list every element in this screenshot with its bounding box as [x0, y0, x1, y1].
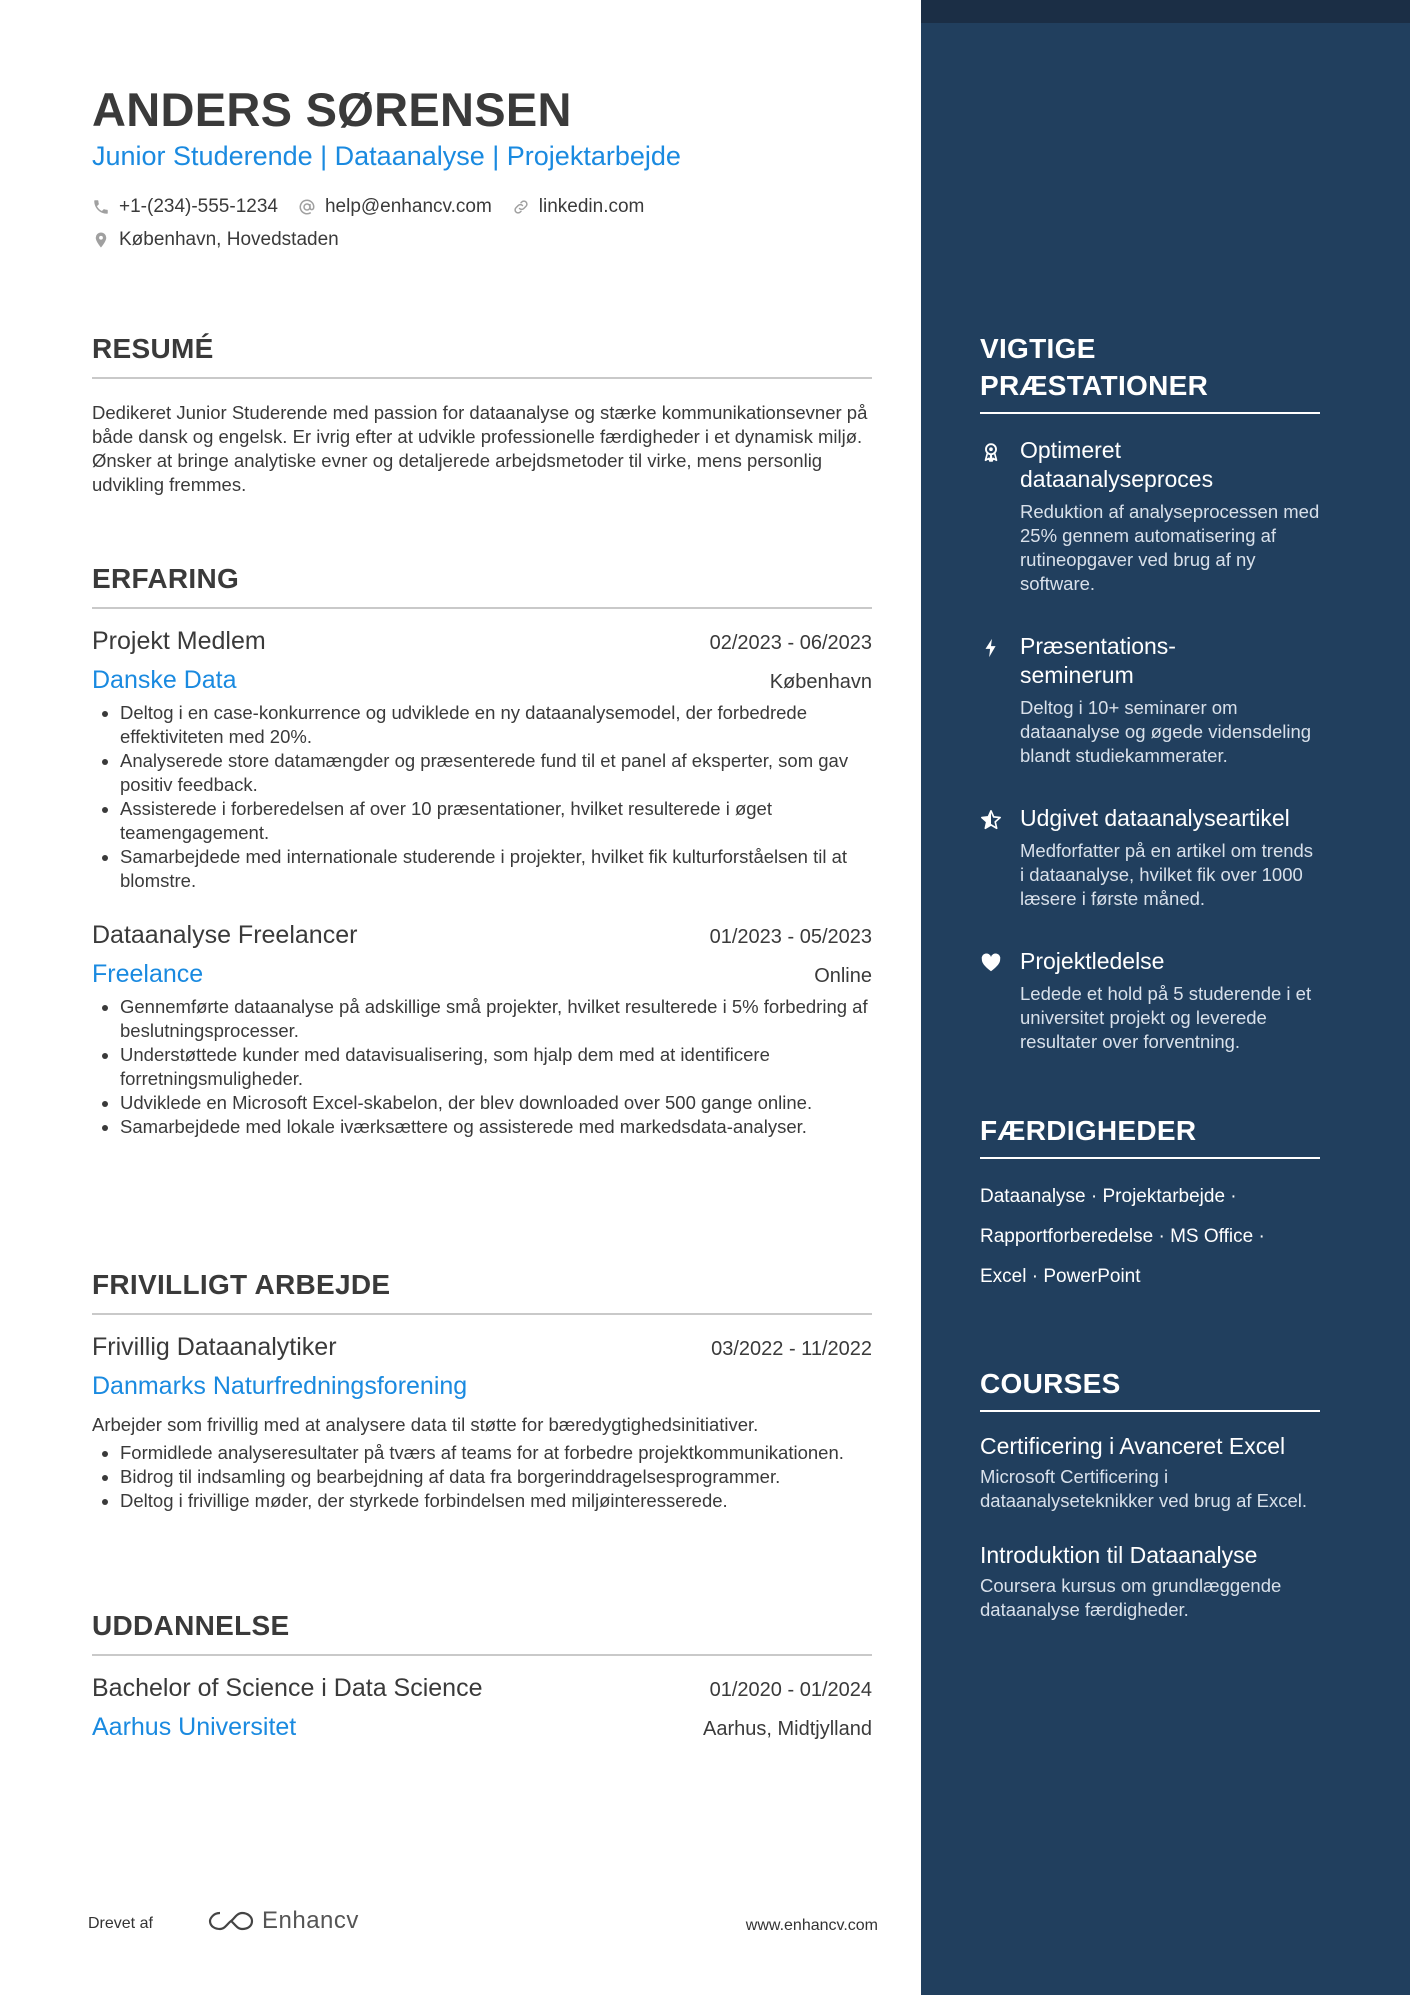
education-section	[92, 1610, 872, 1742]
sidebar-top-bar	[921, 0, 1410, 23]
skills-list	[980, 1177, 1320, 1297]
linkedin-text: linkedin.com	[538, 196, 645, 217]
job-title: Dataanalyse Freelancer	[92, 921, 358, 949]
at-icon	[298, 198, 316, 216]
phone-icon	[92, 198, 110, 216]
achievements-title: VIGTIGE PRÆSTATIONER	[980, 333, 1209, 401]
bullet-item: • Samarbejdede med lokale iværksættere og assisterede med markedsdata-analyser.	[120, 1115, 872, 1139]
course-title: Certificering i Avanceret Excel	[980, 1433, 1286, 1459]
course-desc: Coursera kursus om grundlæggende dataanalyse færdigheder.	[980, 1575, 1282, 1620]
volunteer-role: Frivillig Dataanalytiker	[92, 1333, 337, 1361]
contact-row-1	[92, 196, 664, 218]
bullet-item: • Assisterede i forberedelsen af over 10 præsentationer, hvilket resulterede i øget teamengagement.	[120, 797, 872, 845]
summary-title: RESUMÉ	[92, 333, 214, 364]
courses-title: COURSES	[980, 1368, 1121, 1399]
skills-line: Dataanalyse · Projektarbejde ·	[980, 1186, 1237, 1207]
sidebar-content	[980, 330, 1320, 1622]
volunteer-title: FRIVILLIGT ARBEJDE	[92, 1269, 391, 1300]
experience-divider	[92, 607, 872, 609]
job-bullets	[92, 995, 872, 1139]
achievements-divider	[980, 412, 1320, 414]
contact-location	[92, 229, 339, 251]
school-name[interactable]: Aarhus Universitet	[92, 1713, 297, 1741]
achievement-desc: Reduktion af analyseprocessen med 25% gennem automatisering af rutineopgaver ved brug af ny software.	[1020, 501, 1320, 594]
achievement-desc: Deltog i 10+ seminarer om dataanalyse og øgede vidensdeling blandt studiekammerater.	[1020, 697, 1312, 766]
contact-linkedin[interactable]	[512, 196, 645, 218]
bullet-item: • Gennemførte dataanalyse på adskillige små projekter, hvilket resulterede i 5% forbedring af beslutningsprocesser.	[120, 995, 872, 1043]
achievement-title: Præsentations-seminerum	[1020, 633, 1176, 688]
achievement-item	[980, 436, 1320, 596]
achievement-title: Projektledelse	[1020, 948, 1165, 974]
achievement-item	[980, 947, 1320, 1054]
courses-divider	[980, 1410, 1320, 1412]
courses-section	[980, 1365, 1320, 1622]
skills-line: Rapportforberedelse · MS Office ·	[980, 1226, 1265, 1247]
experience-entry	[92, 627, 872, 893]
volunteer-org[interactable]: Danmarks Naturfredningsforening	[92, 1372, 468, 1400]
achievement-desc: Medforfatter på en artikel om trends i dataanalyse, hvilket fik over 1000 læsere i første måned.	[1020, 840, 1314, 909]
skills-divider	[980, 1157, 1320, 1159]
summary-section	[92, 333, 872, 497]
tagline: Junior Studerende | Dataanalyse | Projektarbejde	[92, 141, 681, 171]
enhancv-logo-icon	[208, 1908, 254, 1934]
skills-section	[980, 1112, 1320, 1297]
school-location: Aarhus, Midtjylland	[703, 1718, 872, 1740]
lightning-icon	[980, 637, 1002, 659]
experience-section	[92, 563, 872, 1139]
company-name[interactable]: Freelance	[92, 960, 204, 988]
volunteer-description: Arbejder som frivillig med at analysere data til støtte for bæredygtighedsinitiativer.	[92, 1414, 759, 1435]
job-bullets	[92, 701, 872, 893]
heart-icon	[980, 952, 1002, 974]
course-desc: Microsoft Certificering i dataanalyseteknikker ved brug af Excel.	[980, 1466, 1308, 1511]
location-pin-icon	[92, 231, 110, 249]
bullet-item: • Deltog i frivillige møder, der styrkede forbindelsen med miljøinteresserede.	[120, 1489, 872, 1513]
enhancv-brand-text: Enhancv	[262, 1907, 359, 1934]
contact-phone[interactable]	[92, 196, 278, 218]
bullet-item: • Deltog i en case-konkurrence og udviklede en ny dataanalysemodel, der forbedrede effektiviteten med 20%.	[120, 701, 872, 749]
job-title: Projekt Medlem	[92, 627, 266, 655]
job-dates: 02/2023 - 06/2023	[709, 632, 872, 654]
skills-title: FÆRDIGHEDER	[980, 1115, 1197, 1146]
email-text: help@enhancv.com	[324, 196, 492, 217]
bullet-item: • Bidrog til indsamling og bearbejdning af data fra borgerinddragelsesprogrammer.	[120, 1465, 872, 1489]
achievement-title: Udgivet dataanalyseartikel	[1020, 805, 1290, 831]
job-location: København	[769, 671, 872, 693]
phone-text: +1-(234)-555-1234	[119, 196, 278, 217]
experience-entry	[92, 921, 872, 1139]
education-title: UDDANNELSE	[92, 1610, 290, 1641]
bullet-item: • Udviklede en Microsoft Excel-skabelon, der blev downloaded over 500 gange online.	[120, 1091, 872, 1115]
star-icon	[980, 809, 1002, 831]
job-location: Online	[814, 965, 872, 987]
footer	[88, 1905, 878, 1945]
experience-title: ERFARING	[92, 563, 240, 594]
course-item	[980, 1541, 1320, 1622]
skills-line: Excel · PowerPoint	[980, 1266, 1141, 1287]
award-icon	[980, 441, 1002, 463]
volunteer-section	[92, 1269, 872, 1513]
education-dates: 01/2020 - 01/2024	[709, 1679, 872, 1701]
sidebar	[921, 0, 1410, 1995]
link-icon	[512, 198, 530, 216]
contact-row-2	[92, 229, 359, 251]
company-name[interactable]: Danske Data	[92, 666, 237, 694]
achievement-item	[980, 632, 1320, 768]
summary-divider	[92, 377, 872, 379]
achievement-desc: Ledede et hold på 5 studerende i et universitet projekt og leverede resultater over forventning.	[1020, 983, 1312, 1052]
education-divider	[92, 1654, 872, 1656]
degree-title: Bachelor of Science i Data Science	[92, 1674, 483, 1702]
volunteer-dates: 03/2022 - 11/2022	[711, 1338, 872, 1360]
powered-by-label: Drevet af	[88, 1915, 153, 1932]
summary-text: Dedikeret Junior Studerende med passion for dataanalyse og stærke kommunikationsevner på både dansk og engelsk. Er ivrig efter at udvikle professionelle færdigheder i et dynamisk miljø. Ønsker at bringe analytiske evner og detaljerede arbejdsmetoder til virke, mens personlig udvikling fremmes.	[92, 402, 868, 495]
achievement-title: Optimeret dataanalyseproces	[1020, 437, 1214, 492]
footer-url[interactable]: www.enhancv.com	[745, 1917, 878, 1934]
education-entry	[92, 1674, 872, 1742]
enhancv-logo[interactable]	[208, 1907, 359, 1935]
bullet-item: • Samarbejdede med internationale studerende i projekter, hvilket fik kulturforståelsen til at blomstre.	[120, 845, 872, 893]
candidate-name: ANDERS SØRENSEN	[92, 83, 572, 136]
achievements-section	[980, 330, 1320, 1054]
job-dates: 01/2023 - 05/2023	[709, 926, 872, 948]
bullet-item: • Understøttede kunder med datavisualisering, som hjalp dem med at identificere forretningsmuligheder.	[120, 1043, 872, 1091]
bullet-item: • Analyserede store datamængder og præsenterede fund til et panel af eksperter, som gav positiv feedback.	[120, 749, 872, 797]
volunteer-entry	[92, 1333, 872, 1513]
volunteer-divider	[92, 1313, 872, 1315]
achievement-item	[980, 804, 1320, 911]
course-title: Introduktion til Dataanalyse	[980, 1542, 1258, 1568]
volunteer-bullets	[92, 1441, 872, 1513]
contact-email[interactable]	[298, 196, 492, 218]
location-text: København, Hovedstaden	[119, 229, 339, 250]
course-item	[980, 1432, 1320, 1513]
bullet-item: • Formidlede analyseresultater på tværs af teams for at forbedre projektkommunikationen.	[120, 1441, 872, 1465]
